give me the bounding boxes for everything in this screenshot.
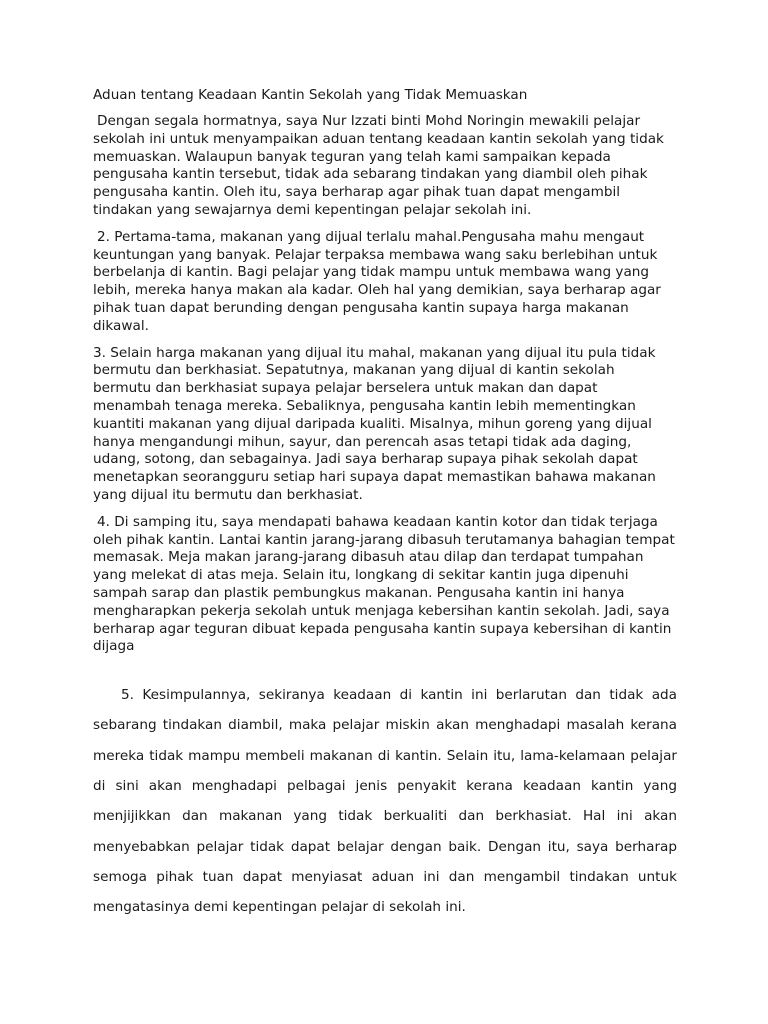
paragraph-4: 4. Di samping itu, saya mendapati bahawa keadaan kantin kotor dan tidak terjaga oleh pihak kantin. Lantai kantin jarang-jarang dibasuh terutamanya bahagian tempat memasak. Meja makan jarang-jarang dibasuh atau dilap dan terdapat tumpahan yang melekat di atas meja. Selain itu, longkang di sekitar kantin juga dipenuhi sampah sarap dan plastik pembungkus makanan. Pengusaha kantin ini hanya mengharapkan pekerja sekolah untuk menjaga kebersihan kantin sekolah. Jadi, saya berharap agar teguran dibuat kepada pengusaha kantin supaya kebersihan di kantin dijaga	[93, 513, 675, 655]
paragraph-1: Dengan segala hormatnya, saya Nur Izzati binti Mohd Noringin mewakili pelajar sekolah ini untuk menyampaikan aduan tentang keadaan kantin sekolah yang tidak memuaskan. Walaupun banyak teguran yang telah kami sampaikan kepada pengusaha kantin tersebut, tidak ada sebarang tindakan yang diambil oleh pihak pengusaha kantin. Oleh itu, saya berharap agar pihak tuan dapat mengambil tindakan yang sewajarnya demi kepentingan pelajar sekolah ini.	[93, 113, 664, 218]
paragraph-5: 5. Kesimpulannya, sekiranya keadaan di kantin ini berlarutan dan tidak ada sebarang tindakan diambil, maka pelajar miskin akan menghadapi masalah kerana mereka tidak mampu membeli makanan di kantin. Selain itu, lama-kelamaan pelajar di sini akan menghadapi pelbagai jenis penyakit kerana keadaan kantin yang menjijikkan dan makanan yang tidak berkualiti dan berkhasiat. Hal ini akan menyebabkan pelajar tidak dapat belajar dengan baik. Dengan itu, saya berharap semoga pihak tuan dapat menyiasat aduan ini dan mengambil tindakan untuk mengatasinya demi kepentingan pelajar di sekolah ini.	[93, 687, 677, 916]
document-title: Aduan tentang Keadaan Kantin Sekolah yang Tidak Memuaskan	[93, 87, 528, 103]
paragraph-2: 2. Pertama-tama, makanan yang dijual terlalu mahal.Pengusaha mahu mengaut keuntungan yang banyak. Pelajar terpaksa membawa wang saku berlebihan untuk berbelanja di kantin. Bagi pelajar yang tidak mampu untuk membawa wang yang lebih, mereka hanya makan ala kadar. Oleh hal yang demikian, saya berharap agar pihak tuan dapat berunding dengan pengusaha kantin supaya harga makanan dikawal.	[93, 228, 661, 334]
paragraph-3: 3. Selain harga makanan yang dijual itu mahal, makanan yang dijual itu pula tidak bermutu dan berkhasiat. Sepatutnya, makanan yang dijual di kantin sekolah bermutu dan berkhasiat supaya pelajar berselera untuk makan dan dapat menambah tenaga mereka. Sebaliknya, pengusaha kantin lebih mementingkan kuantiti makanan yang dijual daripada kualiti. Misalnya, mihun goreng yang dijual hanya mengandungi mihun, sayur, dan perencah asas tetapi tidak ada daging, udang, sotong, dan sebagainya. Jadi saya berharap supaya pihak sekolah dapat menetapkan seorangguru setiap hari supaya dapat memastikan bahawa makanan yang dijual itu bermutu dan berkhasiat.	[93, 344, 656, 503]
document-page	[93, 86, 677, 931]
